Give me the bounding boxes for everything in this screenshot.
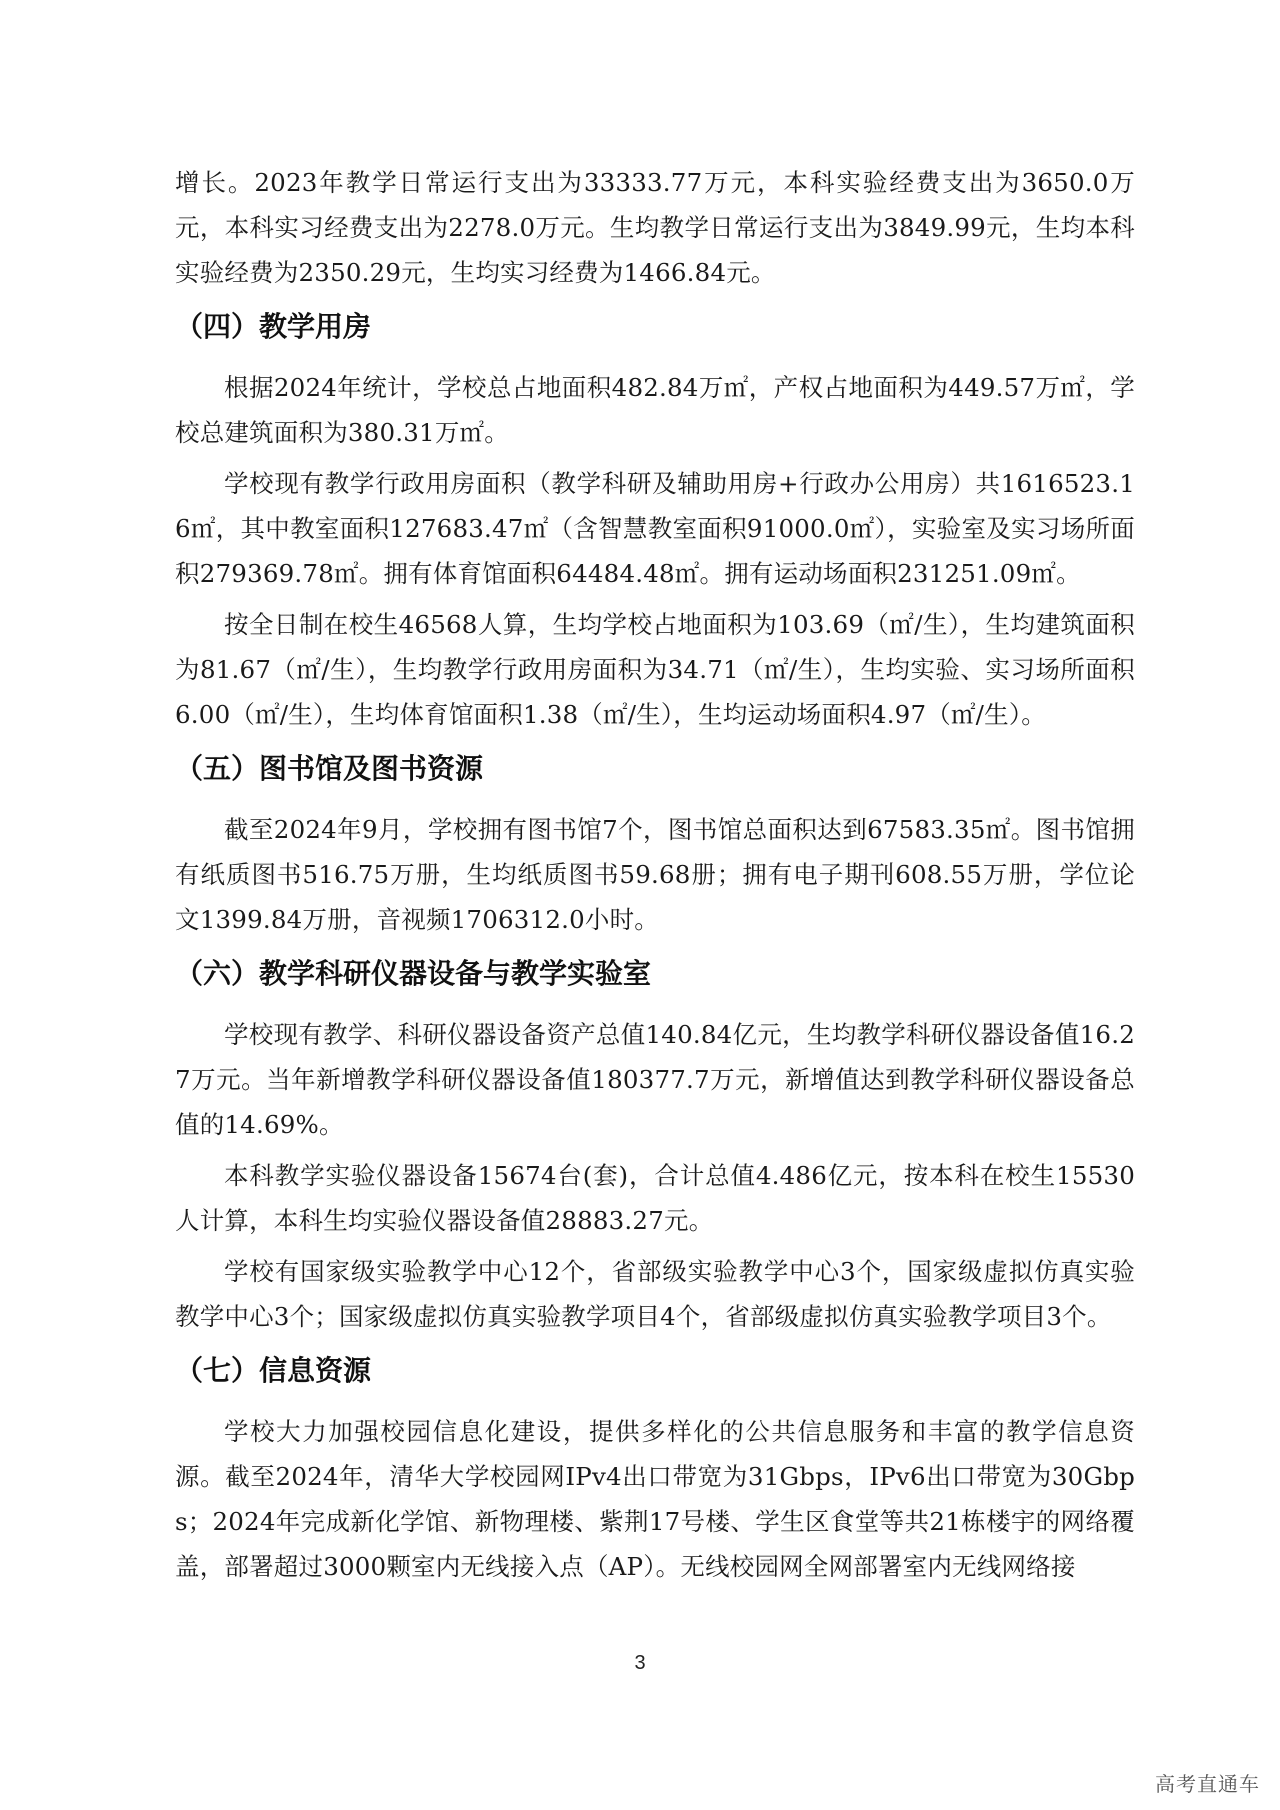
paragraph-library-resources: 截至2024年9月，学校拥有图书馆7个，图书馆总面积达到67583.35㎡。图书馆拥有纸质图书516.75万册，生均纸质图书59.68册；拥有电子期刊608.55万册，学位论文1399.84万册，音视频1706312.0小时。 [175, 815, 1135, 934]
section-heading-equipment-labs: （六）教学科研仪器设备与教学实验室 [175, 957, 652, 990]
intro-paragraph: 增长。2023年教学日常运行支出为33333.77万元，本科实验经费支出为3650.0万元，本科实习经费支出为2278.0万元。生均教学日常运行支出为3849.99元，生均本科实验经费为2350.29元，生均实习经费为1466.84元。 [175, 168, 1135, 287]
paragraph-land-area: 根据2024年统计，学校总占地面积482.84万㎡，产权占地面积为449.57万㎡，学校总建筑面积为380.31万㎡。 [175, 373, 1135, 447]
section-heading-information-resources: （七）信息资源 [175, 1354, 372, 1387]
page-number: 3 [634, 1652, 646, 1674]
paragraph-equipment-value: 学校现有教学、科研仪器设备资产总值140.84亿元，生均教学科研仪器设备值16.27万元。当年新增教学科研仪器设备值180377.7万元，新增值达到教学科研仪器设备总值的14.69%。 [175, 1020, 1135, 1139]
paragraph-lab-centers: 学校有国家级实验教学中心12个，省部级实验教学中心3个，国家级虚拟仿真实验教学中心3个；国家级虚拟仿真实验教学项目4个，省部级虚拟仿真实验教学项目3个。 [175, 1257, 1135, 1331]
paragraph-campus-network: 学校大力加强校园信息化建设，提供多样化的公共信息服务和丰富的教学信息资源。截至2024年，清华大学校园网IPv4出口带宽为31Gbps，IPv6出口带宽为30Gbps；2024年完成新化学馆、新物理楼、紫荆17号楼、学生区食堂等共21栋楼宇的网络覆盖，部署超过3000颗室内无线接入点（AP）。无线校园网全网部署室内无线网络接 [175, 1417, 1135, 1581]
paragraph-undergrad-equipment: 本科教学实验仪器设备15674台(套)，合计总值4.486亿元，按本科在校生15530人计算，本科生均实验仪器设备值28883.27元。 [175, 1161, 1135, 1235]
watermark-text: 高考直通车 [1155, 1772, 1260, 1796]
section-heading-teaching-buildings: （四）教学用房 [175, 310, 372, 343]
paragraph-per-student-area: 按全日制在校生46568人算，生均学校占地面积为103.69（㎡/生），生均建筑面积为81.67（㎡/生），生均教学行政用房面积为34.71（㎡/生），生均实验、实习场所面积6.00（㎡/生），生均体育馆面积1.38（㎡/生），生均运动场面积4.97（㎡/生）。 [175, 610, 1135, 729]
paragraph-admin-building-area: 学校现有教学行政用房面积（教学科研及辅助用房+行政办公用房）共1616523.16㎡，其中教室面积127683.47㎡（含智慧教室面积91000.0㎡），实验室及实习场所面积279369.78㎡。拥有体育馆面积64484.48㎡。拥有运动场面积231251.09㎡。 [175, 469, 1135, 588]
section-heading-library: （五）图书馆及图书资源 [175, 752, 484, 785]
document-body [175, 160, 1135, 1595]
